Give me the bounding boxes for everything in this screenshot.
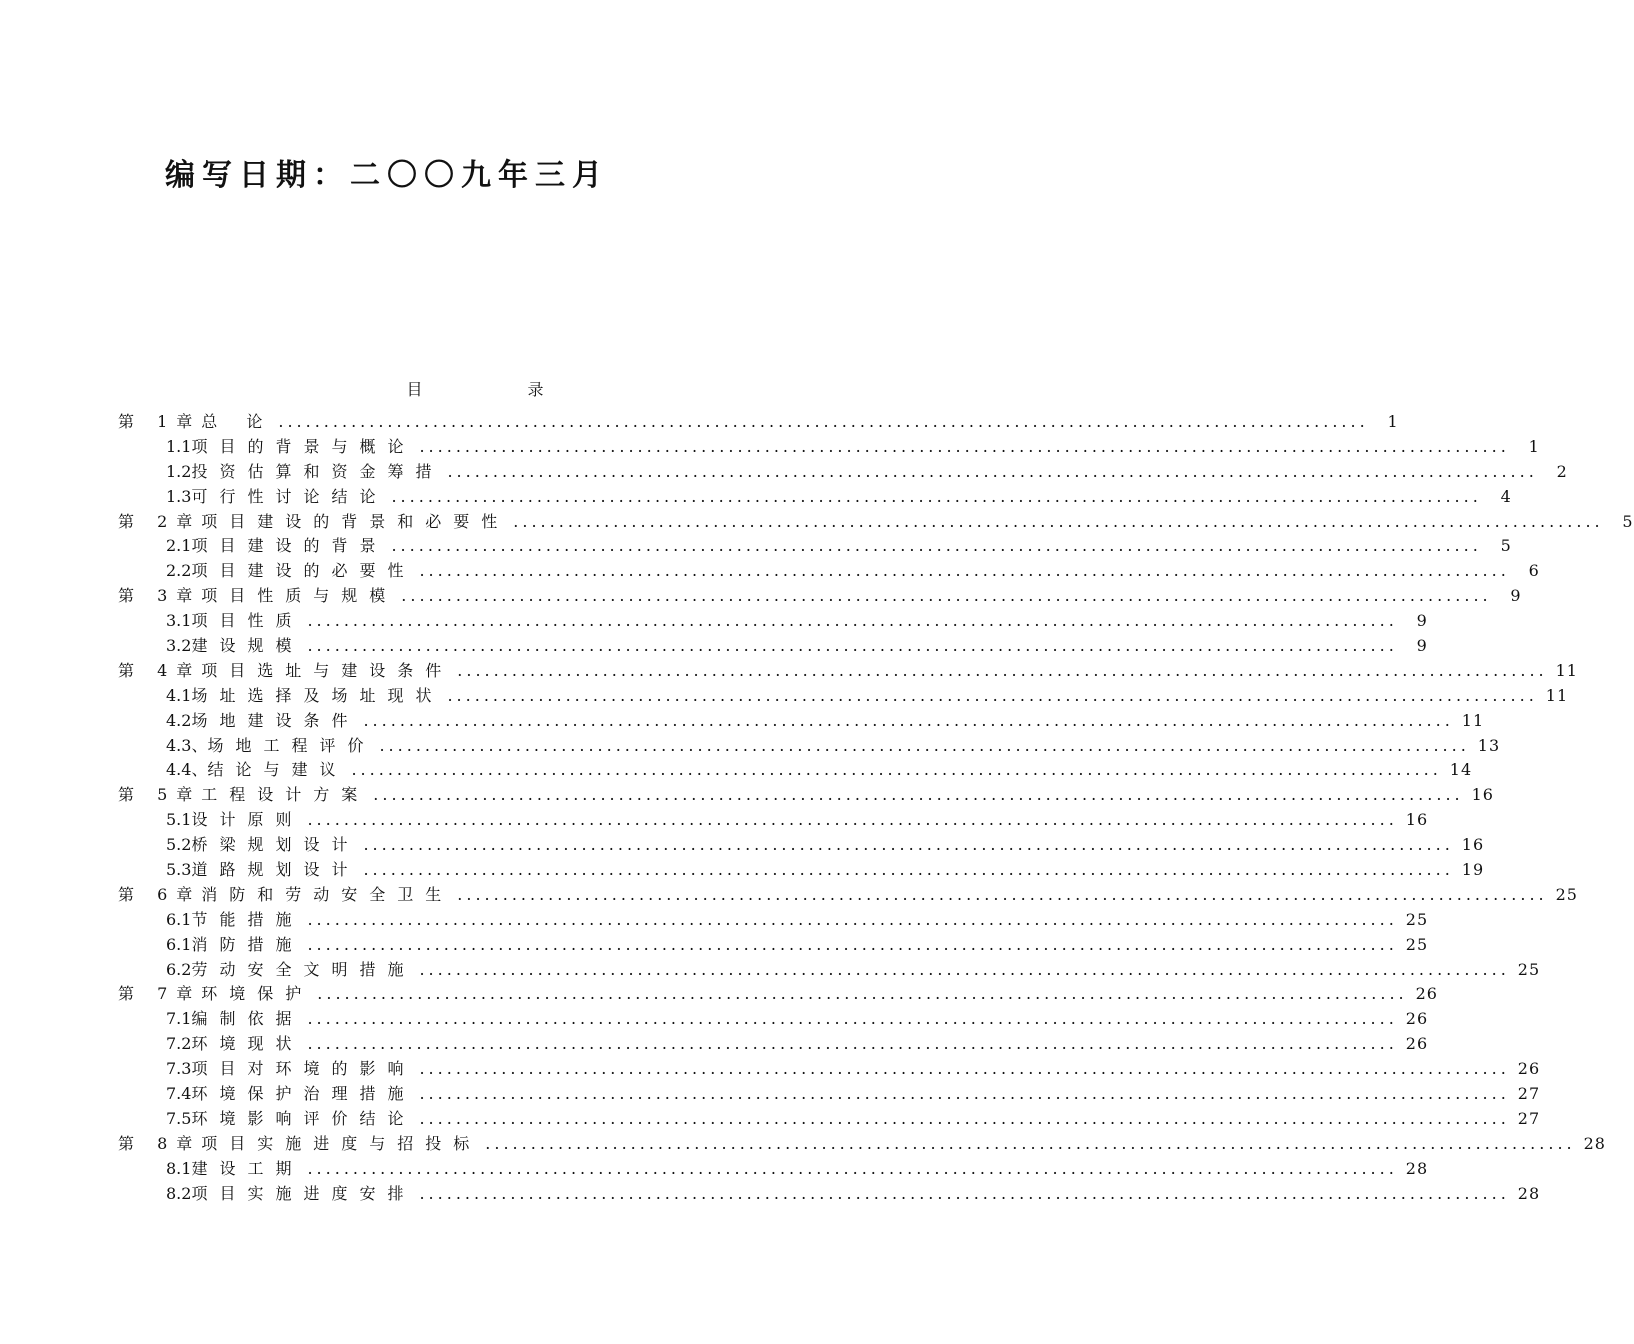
toc-entry-number: 1.3 (166, 486, 192, 506)
toc-section-row[interactable] (118, 932, 1429, 957)
toc-leader-dots: ........................................................................................................................ (307, 909, 1398, 929)
toc-entry-label: 结论与建议 (207, 760, 348, 780)
toc-entry-number: 2.1 (166, 536, 192, 556)
toc-section-row[interactable] (118, 608, 1428, 633)
toc-entry-number: 第 2章 (118, 511, 202, 531)
toc-entry-page: 13 (1477, 735, 1501, 755)
toc-entry-page: 9 (1416, 636, 1428, 656)
toc-entry-page: 25 (1555, 884, 1578, 904)
toc-leader-dots: ........................................................................................................................ (391, 536, 1482, 556)
toc-section-row[interactable] (118, 757, 1473, 782)
toc-chapter-row[interactable] (118, 583, 1522, 608)
toc-entry-number: 6.2 (166, 959, 192, 979)
toc-entry-page: 11 (1461, 710, 1485, 730)
toc-entry-number: 第 3章 (118, 586, 202, 606)
toc-section-row[interactable] (118, 957, 1541, 982)
toc-entry-number: 6.1 (166, 934, 192, 954)
toc-entry-page: 6 (1528, 561, 1540, 581)
toc-entry-page: 9 (1510, 586, 1522, 606)
toc-leader-dots: ........................................................................................................................ (307, 810, 1398, 830)
toc-entry-number: 4.2 (166, 710, 192, 730)
toc-leader-dots: ........................................................................................................................ (419, 436, 1510, 456)
toc-entry-page: 1 (1528, 436, 1540, 456)
toc-entry-label: 场地工程评价 (207, 735, 376, 755)
date-line: 编写日期：二〇〇九年三月 (165, 158, 609, 193)
toc-entry-label: 项目实施进度安排 (191, 1183, 416, 1203)
toc-entry-page: 19 (1461, 860, 1485, 880)
toc-leader-dots: ........................................................................................................................ (373, 785, 1464, 805)
toc-entry-page: 28 (1405, 1158, 1429, 1178)
toc-entry-label: 消防和劳动安全卫生 (201, 884, 454, 904)
toc-section-row[interactable] (118, 857, 1485, 882)
toc-entry-page: 26 (1405, 1009, 1429, 1029)
toc-leader-dots: ........................................................................................................................ (513, 511, 1604, 531)
toc-entry-number: 5.1 (166, 810, 192, 830)
toc-chapter-row[interactable] (118, 1131, 1606, 1156)
toc-entry-label: 项目对环境的影响 (191, 1059, 416, 1079)
toc-leader-dots: ........................................................................................................................ (379, 735, 1470, 755)
toc-entry-number: 7.3 (166, 1059, 192, 1079)
toc-section-row[interactable] (118, 1031, 1429, 1056)
toc-leader-dots: ........................................................................................................................ (307, 1034, 1398, 1054)
toc-leader-dots: ........................................................................................................................ (278, 412, 1369, 431)
toc-entry-number: 第 4章 (118, 660, 202, 680)
toc-entry-number: 第 5章 (118, 785, 202, 805)
toc-entry-number: 6.1 (166, 909, 192, 929)
toc-entry-label: 桥梁规划设计 (191, 835, 360, 855)
toc-leader-dots: ........................................................................................................................ (307, 934, 1398, 954)
toc-leader-dots: ........................................................................................................................ (419, 1059, 1510, 1079)
toc-leader-dots: ........................................................................................................................ (401, 586, 1492, 606)
toc-leader-dots: ........................................................................................................................ (419, 561, 1510, 581)
toc-entry-page: 25 (1517, 959, 1541, 979)
toc-leader-dots: ........................................................................................................................ (363, 835, 1454, 855)
toc-leader-dots: ........................................................................................................................ (419, 1084, 1510, 1104)
toc-chapter-row[interactable] (118, 409, 1399, 434)
toc-entry-page: 5 (1622, 511, 1634, 531)
toc-entry-label: 投资估算和资金筹措 (191, 461, 444, 481)
toc-section-row[interactable] (118, 459, 1568, 484)
toc-entry-number: 3.1 (166, 611, 192, 631)
toc-entry-label: 环境保护 (201, 984, 314, 1004)
toc-entry-page: 27 (1517, 1084, 1541, 1104)
toc-entry-number: 第 1章 (118, 412, 202, 431)
toc-entry-page: 16 (1471, 785, 1494, 805)
toc-title: 目 录 (406, 380, 594, 399)
toc-section-row[interactable] (118, 1081, 1541, 1106)
toc-section-row[interactable] (118, 484, 1512, 509)
toc-entry-page: 26 (1517, 1059, 1541, 1079)
toc-entry-number: 4.1 (166, 685, 192, 705)
toc-entry-label: 项目的背景与概论 (191, 436, 416, 456)
toc-chapter-row[interactable] (118, 509, 1634, 534)
toc-entry-page: 11 (1545, 685, 1569, 705)
toc-section-row[interactable] (118, 1056, 1541, 1081)
toc-entry-label: 节能措施 (191, 909, 304, 929)
toc-entry-page: 16 (1461, 835, 1485, 855)
toc-entry-number: 8.2 (166, 1183, 192, 1203)
toc-entry-page: 5 (1500, 536, 1512, 556)
toc-entry-label: 项目性质与规模 (201, 586, 398, 606)
toc-entry-label: 环境现状 (191, 1034, 304, 1054)
toc-leader-dots: ........................................................................................................................ (419, 1183, 1510, 1203)
toc-entry-label: 场地建设条件 (191, 710, 360, 730)
toc-entry-page: 25 (1405, 909, 1429, 929)
toc-entry-number: 3.2 (166, 636, 192, 656)
toc-leader-dots: ........................................................................................................................ (419, 1108, 1510, 1128)
toc-section-row[interactable] (118, 683, 1569, 708)
toc-leader-dots: ........................................................................................................................ (351, 760, 1442, 780)
toc-section-row[interactable] (118, 708, 1485, 733)
toc-leader-dots: ........................................................................................................................ (457, 884, 1548, 904)
toc-entry-label: 设计原则 (191, 810, 304, 830)
toc-leader-dots: ........................................................................................................................ (307, 1158, 1398, 1178)
table-of-contents (118, 409, 1634, 1206)
toc-entry-label: 项目建设的背景 (191, 536, 388, 556)
toc-entry-number: 第 6章 (118, 884, 202, 904)
toc-entry-page: 28 (1517, 1183, 1541, 1203)
toc-entry-label: 总 论 (201, 412, 275, 431)
toc-entry-number: 7.1 (166, 1009, 192, 1029)
toc-entry-label: 劳动安全文明措施 (191, 959, 416, 979)
toc-chapter-row[interactable] (118, 658, 1578, 683)
toc-entry-page: 26 (1415, 984, 1438, 1004)
toc-entry-number: 5.3 (166, 860, 192, 880)
toc-leader-dots: ........................................................................................................................ (307, 611, 1398, 631)
toc-entry-page: 4 (1500, 486, 1512, 506)
toc-leader-dots: ........................................................................................................................ (419, 959, 1510, 979)
toc-entry-label: 项目选址与建设条件 (201, 660, 454, 680)
toc-entry-label: 道路规划设计 (191, 860, 360, 880)
toc-entry-page: 11 (1555, 660, 1578, 680)
toc-entry-label: 项目建设的必要性 (191, 561, 416, 581)
toc-section-row[interactable] (118, 558, 1540, 583)
toc-entry-number: 1.2 (166, 461, 192, 481)
toc-leader-dots: ........................................................................................................................ (307, 636, 1398, 656)
toc-entry-page: 2 (1556, 461, 1568, 481)
toc-section-row[interactable] (118, 434, 1540, 459)
toc-chapter-row[interactable] (118, 782, 1494, 807)
toc-entry-page: 14 (1449, 760, 1473, 780)
toc-section-row[interactable] (118, 1156, 1429, 1181)
toc-entry-label: 建设工期 (191, 1158, 304, 1178)
toc-leader-dots: ........................................................................................................................ (363, 860, 1454, 880)
toc-leader-dots: ........................................................................................................................ (391, 486, 1482, 506)
toc-entry-label: 消防措施 (191, 934, 304, 954)
toc-entry-label: 环境影响评价结论 (191, 1108, 416, 1128)
toc-entry-number: 1.1 (166, 436, 192, 456)
toc-chapter-row[interactable] (118, 981, 1438, 1006)
toc-leader-dots: ........................................................................................................................ (485, 1133, 1576, 1153)
toc-entry-number: 7.5 (166, 1108, 192, 1128)
toc-entry-page: 25 (1405, 934, 1429, 954)
toc-section-row[interactable] (118, 733, 1501, 758)
toc-entry-number: 第 7章 (118, 984, 202, 1004)
toc-entry-number: 第 8章 (118, 1133, 202, 1153)
toc-entry-label: 建设规模 (191, 636, 304, 656)
toc-entry-number: 4.3、 (166, 735, 208, 755)
toc-section-row[interactable] (118, 807, 1429, 832)
toc-entry-page: 27 (1517, 1108, 1541, 1128)
toc-entry-label: 可行性讨论结论 (191, 486, 388, 506)
toc-entry-label: 环境保护治理措施 (191, 1084, 416, 1104)
toc-entry-label: 项目性质 (191, 611, 304, 631)
toc-section-row[interactable] (118, 633, 1428, 658)
toc-entry-label: 工程设计方案 (201, 785, 370, 805)
toc-entry-page: 1 (1387, 412, 1399, 431)
toc-entry-number: 7.4 (166, 1084, 192, 1104)
toc-entry-number: 5.2 (166, 835, 192, 855)
toc-entry-number: 4.4、 (166, 760, 208, 780)
toc-leader-dots: ........................................................................................................................ (363, 710, 1454, 730)
toc-entry-page: 28 (1583, 1133, 1606, 1153)
toc-section-row[interactable] (118, 1106, 1541, 1131)
toc-chapter-row[interactable] (118, 882, 1578, 907)
toc-entry-label: 项目实施进度与招投标 (201, 1133, 482, 1153)
toc-entry-label: 场址选择及场址现状 (191, 685, 444, 705)
toc-entry-page: 16 (1405, 810, 1429, 830)
toc-entry-label: 编制依据 (191, 1009, 304, 1029)
toc-entry-page: 9 (1416, 611, 1428, 631)
toc-leader-dots: ........................................................................................................................ (457, 660, 1548, 680)
toc-section-row[interactable] (118, 1006, 1429, 1031)
toc-leader-dots: ........................................................................................................................ (307, 1009, 1398, 1029)
toc-section-row[interactable] (118, 533, 1512, 558)
toc-entry-number: 2.2 (166, 561, 192, 581)
toc-section-row[interactable] (118, 907, 1429, 932)
toc-entry-number: 8.1 (166, 1158, 192, 1178)
toc-entry-page: 26 (1405, 1034, 1429, 1054)
toc-leader-dots: ........................................................................................................................ (447, 461, 1538, 481)
toc-section-row[interactable] (118, 832, 1485, 857)
toc-leader-dots: ........................................................................................................................ (447, 685, 1538, 705)
toc-entry-label: 项目建设的背景和必要性 (201, 511, 510, 531)
toc-section-row[interactable] (118, 1181, 1541, 1206)
toc-leader-dots: ........................................................................................................................ (317, 984, 1408, 1004)
toc-entry-number: 7.2 (166, 1034, 192, 1054)
